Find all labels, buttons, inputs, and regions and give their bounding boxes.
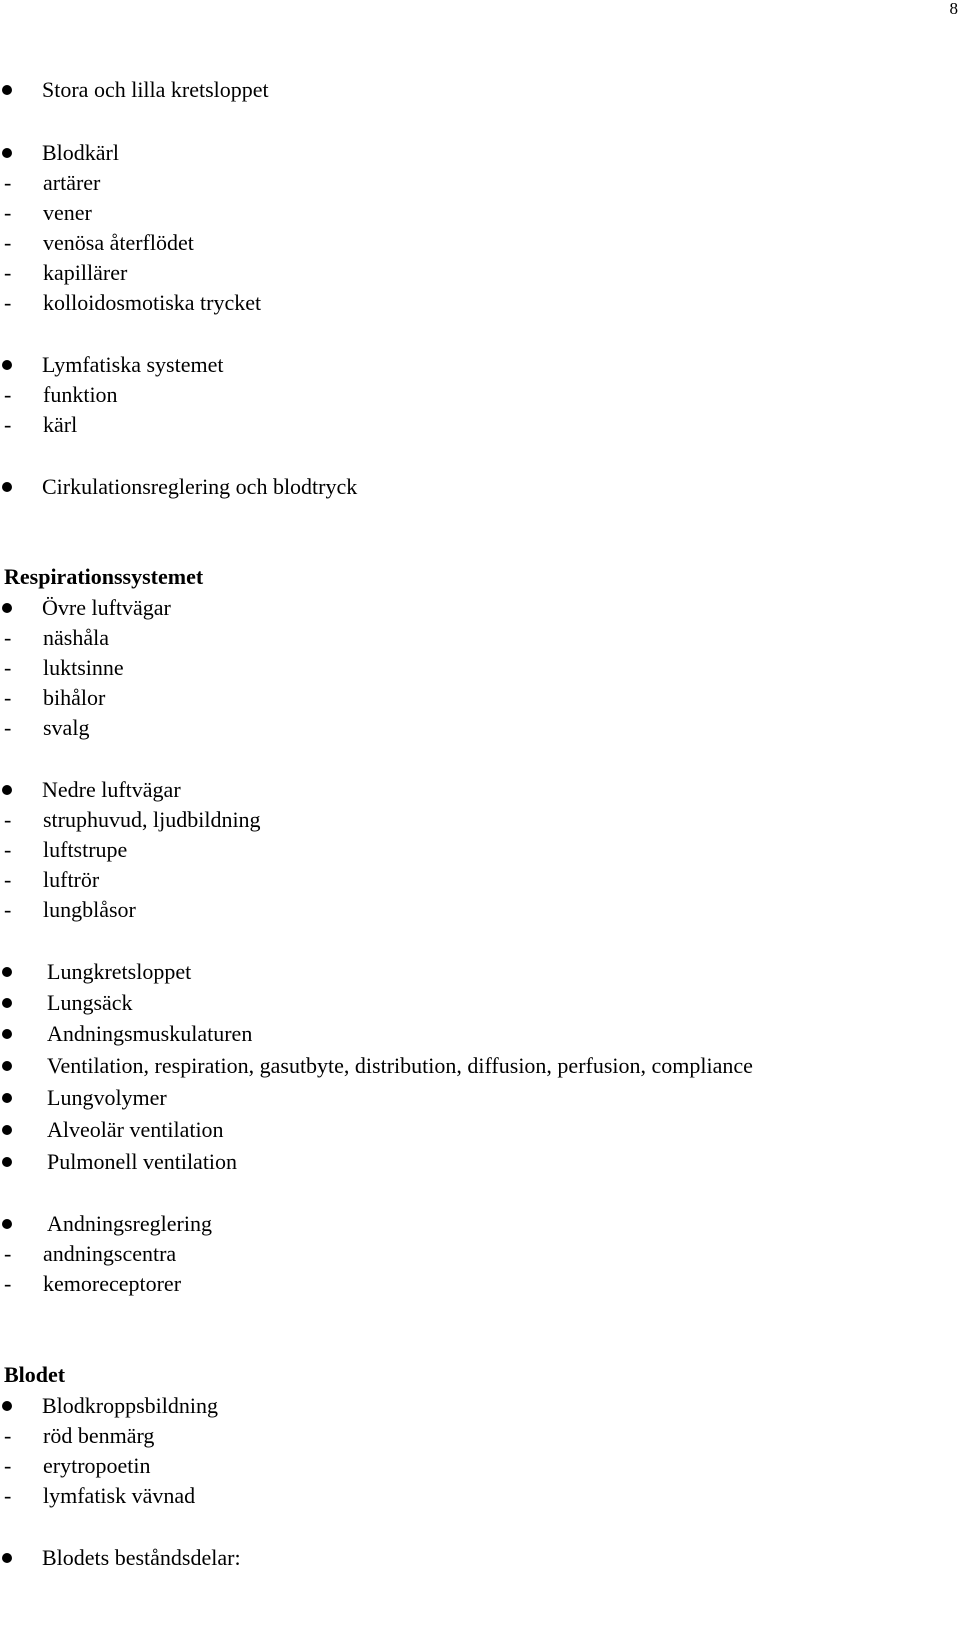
page-number: 8 xyxy=(949,0,958,18)
dash-marker: - xyxy=(4,1453,12,1478)
list-item-text: Lungsäck xyxy=(47,990,133,1015)
bullet-icon xyxy=(2,785,12,795)
dash-marker: - xyxy=(4,382,12,407)
list-item-text: kemoreceptorer xyxy=(43,1271,182,1296)
dash-marker: - xyxy=(4,290,12,315)
list-item-text: Lungvolymer xyxy=(47,1085,167,1110)
bullet-icon xyxy=(2,85,12,95)
dash-marker: - xyxy=(4,715,12,740)
list-item-text: Blodkärl xyxy=(42,140,119,165)
list-item-text: kapillärer xyxy=(43,260,128,285)
list-item-text: Blodets beståndsdelar: xyxy=(42,1545,241,1570)
list-item-text: Cirkulationsreglering och blodtryck xyxy=(42,474,358,499)
list-item-text: svalg xyxy=(43,715,90,740)
list-item-text: artärer xyxy=(43,170,101,195)
list-item-text: Andningsmuskulaturen xyxy=(47,1021,253,1046)
list-item-text: luftstrupe xyxy=(43,837,128,862)
bullet-icon xyxy=(2,998,12,1008)
section-heading: Respirationssystemet xyxy=(4,564,204,589)
bullet-icon xyxy=(2,482,12,492)
list-item-text: luktsinne xyxy=(43,655,124,680)
list-item-text: lymfatisk vävnad xyxy=(43,1483,196,1508)
list-item-text: Alveolär ventilation xyxy=(47,1117,224,1142)
dash-marker: - xyxy=(4,655,12,680)
dash-marker: - xyxy=(4,1423,12,1448)
list-item-text: kärl xyxy=(43,412,78,437)
bullet-icon xyxy=(2,1157,12,1167)
list-item-text: Blodkroppsbildning xyxy=(42,1393,219,1418)
bullet-icon xyxy=(2,967,12,977)
list-item-text: Ventilation, respiration, gasutbyte, distribution, diffusion, perfusion, compliance xyxy=(47,1053,753,1078)
dash-marker: - xyxy=(4,260,12,285)
bullet-icon xyxy=(2,1061,12,1071)
dash-marker: - xyxy=(4,200,12,225)
list-item-text: kolloidosmotiska trycket xyxy=(43,290,262,315)
dash-marker: - xyxy=(4,1241,12,1266)
dash-marker: - xyxy=(4,897,12,922)
bullet-icon xyxy=(2,1401,12,1411)
bullet-icon xyxy=(2,360,12,370)
bullet-icon xyxy=(2,1125,12,1135)
list-item-text: Lungkretsloppet xyxy=(47,959,192,984)
list-item-text: luftrör xyxy=(43,867,100,892)
dash-marker: - xyxy=(4,807,12,832)
list-item-text: andningscentra xyxy=(43,1241,177,1266)
bullet-icon xyxy=(2,1093,12,1103)
list-item-text: venösa återflödet xyxy=(43,230,194,255)
list-item-text: funktion xyxy=(43,382,118,407)
list-item-text: Övre luftvägar xyxy=(42,595,171,620)
dash-marker: - xyxy=(4,625,12,650)
list-item-text: erytropoetin xyxy=(43,1453,151,1478)
list-item-text: vener xyxy=(43,200,92,225)
list-item-text: Nedre luftvägar xyxy=(42,777,181,802)
list-item-text: struphuvud, ljudbildning xyxy=(43,807,261,832)
list-item-text: röd benmärg xyxy=(43,1423,155,1448)
list-item-text: Lymfatiska systemet xyxy=(42,352,224,377)
dash-marker: - xyxy=(4,837,12,862)
list-item-text: Andningsreglering xyxy=(47,1211,212,1236)
list-item-text: lungblåsor xyxy=(43,897,136,922)
bullet-icon xyxy=(2,1553,12,1563)
dash-marker: - xyxy=(4,685,12,710)
bullet-icon xyxy=(2,148,12,158)
dash-marker: - xyxy=(4,1271,12,1296)
bullet-icon xyxy=(2,1029,12,1039)
dash-marker: - xyxy=(4,867,12,892)
list-item-text: Stora och lilla kretsloppet xyxy=(42,77,269,102)
list-item-text: bihålor xyxy=(43,685,106,710)
bullet-icon xyxy=(2,1219,12,1229)
list-item-text: Pulmonell ventilation xyxy=(47,1149,238,1174)
dash-marker: - xyxy=(4,412,12,437)
section-heading: Blodet xyxy=(4,1362,66,1387)
bullet-icon xyxy=(2,603,12,613)
dash-marker: - xyxy=(4,1483,12,1508)
dash-marker: - xyxy=(4,170,12,195)
list-item-text: näshåla xyxy=(43,625,109,650)
dash-marker: - xyxy=(4,230,12,255)
